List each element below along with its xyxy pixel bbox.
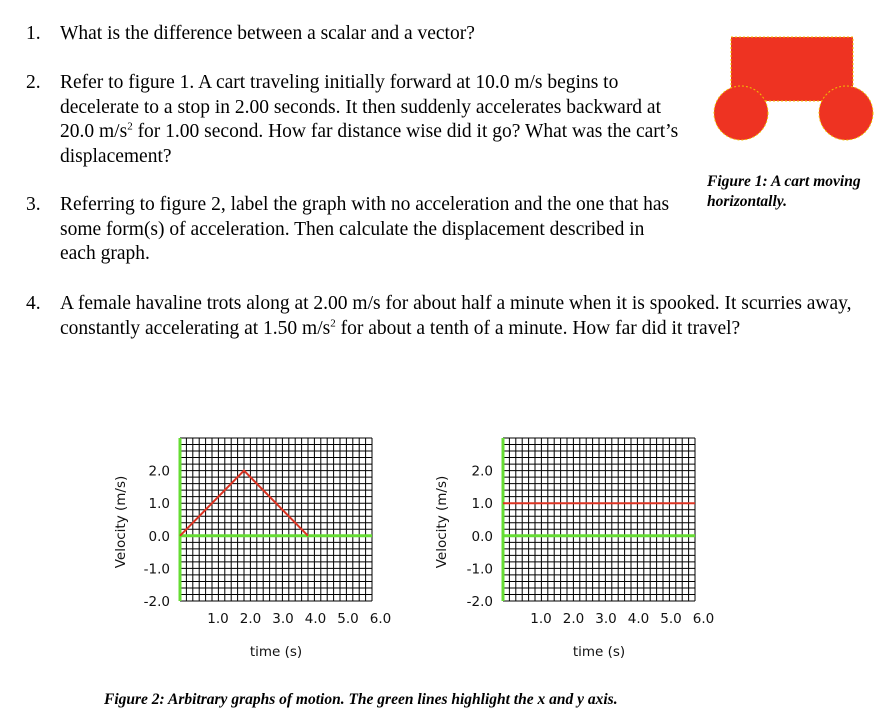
question-number: 2. xyxy=(26,72,41,93)
x-tick-label: 2.0 xyxy=(562,611,585,627)
question-number: 4. xyxy=(26,293,41,314)
y-tick-label: 1.0 xyxy=(148,496,170,513)
y-axis-label: Velocity (m/s) xyxy=(113,475,129,569)
y-axis-label: Velocity (m/s) xyxy=(434,475,450,569)
superscript: 2 xyxy=(330,317,336,329)
x-tick-label: 5.0 xyxy=(337,611,359,627)
y-tick-label: -2.0 xyxy=(143,594,170,610)
superscript: 2 xyxy=(127,120,133,133)
figure-2-caption: Figure 2: Arbitrary graphs of motion. The green lines highlight the x and y axis. xyxy=(104,691,618,708)
figure-1-caption: Figure 1: A cart moving horizontally. xyxy=(707,173,861,210)
question-text: Refer to figure 1. A cart traveling initially forward at 10.0 m/s begins to decelerate to a stop in 2.00 seconds. It then suddenly accelerates backward at 20.0 $m/s^2$ for 1.00 second. How far distance wise did it go? What was the cart’s displacement? xyxy=(60,72,679,167)
y-tick-label: 2.0 xyxy=(148,463,170,480)
y-tick-label: 0.0 xyxy=(148,528,170,545)
x-tick-label: 2.0 xyxy=(239,611,262,627)
x-tick-label: 4.0 xyxy=(627,611,650,627)
x-tick-label: 3.0 xyxy=(595,611,617,627)
x-axis-label: time (s) xyxy=(249,644,303,660)
velocity-time-chart-1 xyxy=(113,438,391,660)
x-tick-label: 1.0 xyxy=(207,611,229,627)
y-tick-label: 2.0 xyxy=(471,463,493,480)
question-number: 3. xyxy=(26,194,41,215)
velocity-time-chart-2 xyxy=(434,438,714,660)
y-tick-label: 0.0 xyxy=(471,528,493,545)
y-tick-label: -1.0 xyxy=(143,561,170,578)
x-axis-label: time (s) xyxy=(572,644,626,660)
question-text: A female havaline trots along at 2.00 m/s for about half a minute when it is spooked. It scurries away, constantly accelerating at 1.50 $m/s^2$ for about a tenth of a minute. How far did it travel? xyxy=(60,293,852,339)
y-tick-label: -1.0 xyxy=(466,561,493,578)
x-tick-label: 1.0 xyxy=(530,611,552,627)
x-tick-label: 3.0 xyxy=(272,611,294,627)
question-text: Referring to figure 2, label the graph with no acceleration and the one that has some form(s) of acceleration. Then calculate the displacement described in each graph. xyxy=(60,194,670,264)
y-tick-label: -2.0 xyxy=(466,594,493,610)
x-tick-label: 6.0 xyxy=(692,611,715,627)
question-text: What is the difference between a scalar and a vector? xyxy=(60,23,475,44)
x-tick-label: 6.0 xyxy=(369,611,392,627)
x-tick-label: 5.0 xyxy=(660,611,682,627)
x-tick-label: 4.0 xyxy=(304,611,327,627)
y-tick-label: 1.0 xyxy=(471,496,493,513)
question-number: 1. xyxy=(26,23,41,44)
